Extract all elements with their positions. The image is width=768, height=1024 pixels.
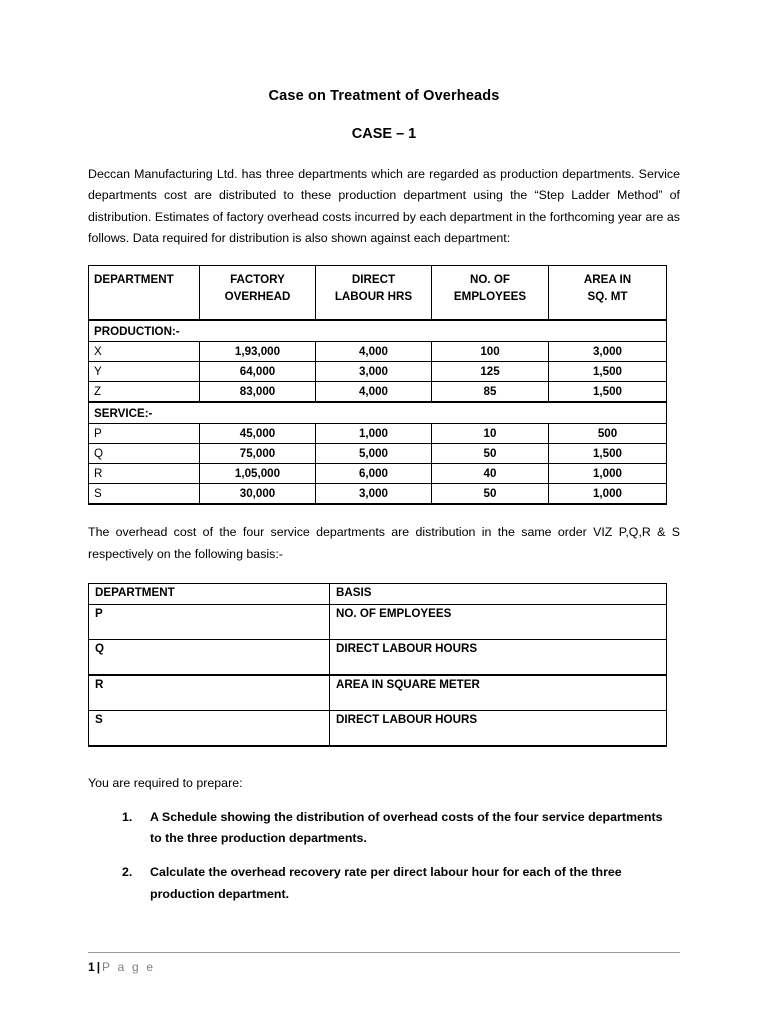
cell-direct-labour-hrs: 3,000 bbox=[316, 484, 432, 505]
cell-department: P bbox=[89, 424, 200, 444]
section-label-service: SERVICE:- bbox=[89, 402, 667, 424]
cell-area-sq-mt: 1,500 bbox=[549, 382, 667, 403]
table-row bbox=[89, 342, 667, 362]
cell-basis: NO. OF EMPLOYEES bbox=[330, 604, 667, 639]
column-header-department-line1: DEPARTMENT bbox=[94, 273, 174, 287]
cell-basis: AREA IN SQUARE METER bbox=[330, 675, 667, 711]
cell-factory-overhead: 30,000 bbox=[200, 484, 316, 505]
column-header-direct-labour-hrs-line1: DIRECT bbox=[351, 273, 396, 287]
cell-basis: DIRECT LABOUR HOURS bbox=[330, 639, 667, 675]
data-table-head bbox=[89, 266, 667, 321]
column-header-direct-labour-hrs bbox=[316, 266, 432, 321]
column-header-basis: BASIS bbox=[330, 583, 667, 604]
cell-department: R bbox=[89, 464, 200, 484]
cell-factory-overhead: 83,000 bbox=[200, 382, 316, 403]
footer-page-number: 1 bbox=[88, 960, 95, 974]
cell-no-of-employees: 40 bbox=[432, 464, 549, 484]
cell-area-sq-mt: 3,000 bbox=[549, 342, 667, 362]
cell-department: Z bbox=[89, 382, 200, 403]
cell-area-sq-mt: 1,000 bbox=[549, 484, 667, 505]
footer-page-word: P a g e bbox=[102, 960, 156, 974]
table-row bbox=[89, 675, 667, 711]
data-table-body bbox=[89, 320, 667, 504]
cell-area-sq-mt: 1,500 bbox=[549, 362, 667, 382]
cell-direct-labour-hrs: 4,000 bbox=[316, 342, 432, 362]
intro-paragraph: Deccan Manufacturing Ltd. has three departments which are regarded as production departments. Service departments cost are distributed to these production department using the “Step Ladder Method” of distribution. Estimates of factory overhead costs incurred by each department in the forthcoming year are as follows. Data required for distribution is also shown against each department: bbox=[88, 167, 680, 245]
prepare-instruction: You are required to prepare: bbox=[88, 775, 243, 790]
cell-factory-overhead: 1,05,000 bbox=[200, 464, 316, 484]
cell-basis: DIRECT LABOUR HOURS bbox=[330, 710, 667, 746]
basis-table-body bbox=[89, 604, 667, 746]
table-row bbox=[89, 362, 667, 382]
cell-department: R bbox=[89, 675, 330, 711]
table-header-row bbox=[89, 266, 667, 321]
cell-department: S bbox=[89, 484, 200, 505]
page-footer bbox=[88, 952, 680, 974]
cell-department: Q bbox=[89, 444, 200, 464]
table-row bbox=[89, 710, 667, 746]
column-header-department bbox=[89, 266, 200, 321]
column-header-area-sq-mt-line2: SQ. MT bbox=[587, 289, 628, 303]
cell-direct-labour-hrs: 5,000 bbox=[316, 444, 432, 464]
column-header-department: DEPARTMENT bbox=[89, 583, 330, 604]
list-item: A Schedule showing the distribution of overhead costs of the four service departments to the three production departments. bbox=[150, 809, 663, 846]
list-item: Calculate the overhead recovery rate per direct labour hour for each of the three production department. bbox=[150, 865, 622, 901]
column-header-no-of-employees bbox=[432, 266, 549, 321]
column-header-area-sq-mt bbox=[549, 266, 667, 321]
cell-department: P bbox=[89, 604, 330, 639]
column-header-area-sq-mt-line1: AREA IN bbox=[583, 273, 632, 287]
cell-no-of-employees: 10 bbox=[432, 424, 549, 444]
column-header-factory-overhead-line2: OVERHEAD bbox=[224, 289, 291, 303]
basis-paragraph: The overhead cost of the four service departments are distribution in the same order VIZ P,Q,R & S respectively on the following basis:- bbox=[88, 525, 680, 561]
cell-factory-overhead: 64,000 bbox=[200, 362, 316, 382]
cell-department: Q bbox=[89, 639, 330, 675]
cell-direct-labour-hrs: 6,000 bbox=[316, 464, 432, 484]
cell-no-of-employees: 50 bbox=[432, 444, 549, 464]
section-row-service bbox=[89, 402, 667, 424]
footer-separator: | bbox=[96, 960, 101, 974]
table-row bbox=[89, 382, 667, 403]
cell-department: Y bbox=[89, 362, 200, 382]
cell-department: S bbox=[89, 710, 330, 746]
table-header-row bbox=[89, 583, 667, 604]
table-row bbox=[89, 639, 667, 675]
table-row bbox=[89, 604, 667, 639]
requirements-list bbox=[88, 794, 680, 905]
cell-no-of-employees: 85 bbox=[432, 382, 549, 403]
basis-table bbox=[88, 583, 667, 747]
cell-area-sq-mt: 1,500 bbox=[549, 444, 667, 464]
basis-table-head bbox=[89, 583, 667, 604]
cell-factory-overhead: 75,000 bbox=[200, 444, 316, 464]
cell-no-of-employees: 125 bbox=[432, 362, 549, 382]
cell-no-of-employees: 50 bbox=[432, 484, 549, 505]
section-label-production: PRODUCTION:- bbox=[89, 320, 667, 342]
case-subtitle: CASE – 1 bbox=[351, 126, 417, 142]
cell-direct-labour-hrs: 3,000 bbox=[316, 362, 432, 382]
cell-factory-overhead: 45,000 bbox=[200, 424, 316, 444]
cell-area-sq-mt: 500 bbox=[549, 424, 667, 444]
table-row bbox=[89, 464, 667, 484]
column-header-factory-overhead-line1: FACTORY bbox=[230, 273, 285, 287]
column-header-direct-labour-hrs-line2: LABOUR HRS bbox=[334, 289, 413, 303]
cell-area-sq-mt: 1,000 bbox=[549, 464, 667, 484]
section-row-production bbox=[89, 320, 667, 342]
table-row bbox=[89, 484, 667, 505]
cell-department: X bbox=[89, 342, 200, 362]
table-row bbox=[89, 424, 667, 444]
cell-direct-labour-hrs: 4,000 bbox=[316, 382, 432, 403]
cell-factory-overhead: 1,93,000 bbox=[200, 342, 316, 362]
table-row bbox=[89, 444, 667, 464]
cell-no-of-employees: 100 bbox=[432, 342, 549, 362]
column-header-no-of-employees-line2: EMPLOYEES bbox=[453, 289, 527, 303]
cell-direct-labour-hrs: 1,000 bbox=[316, 424, 432, 444]
page-title: Case on Treatment of Overheads bbox=[268, 88, 500, 104]
column-header-factory-overhead bbox=[200, 266, 316, 321]
column-header-no-of-employees-line1: NO. OF bbox=[470, 273, 510, 287]
overhead-data-table bbox=[88, 265, 667, 505]
